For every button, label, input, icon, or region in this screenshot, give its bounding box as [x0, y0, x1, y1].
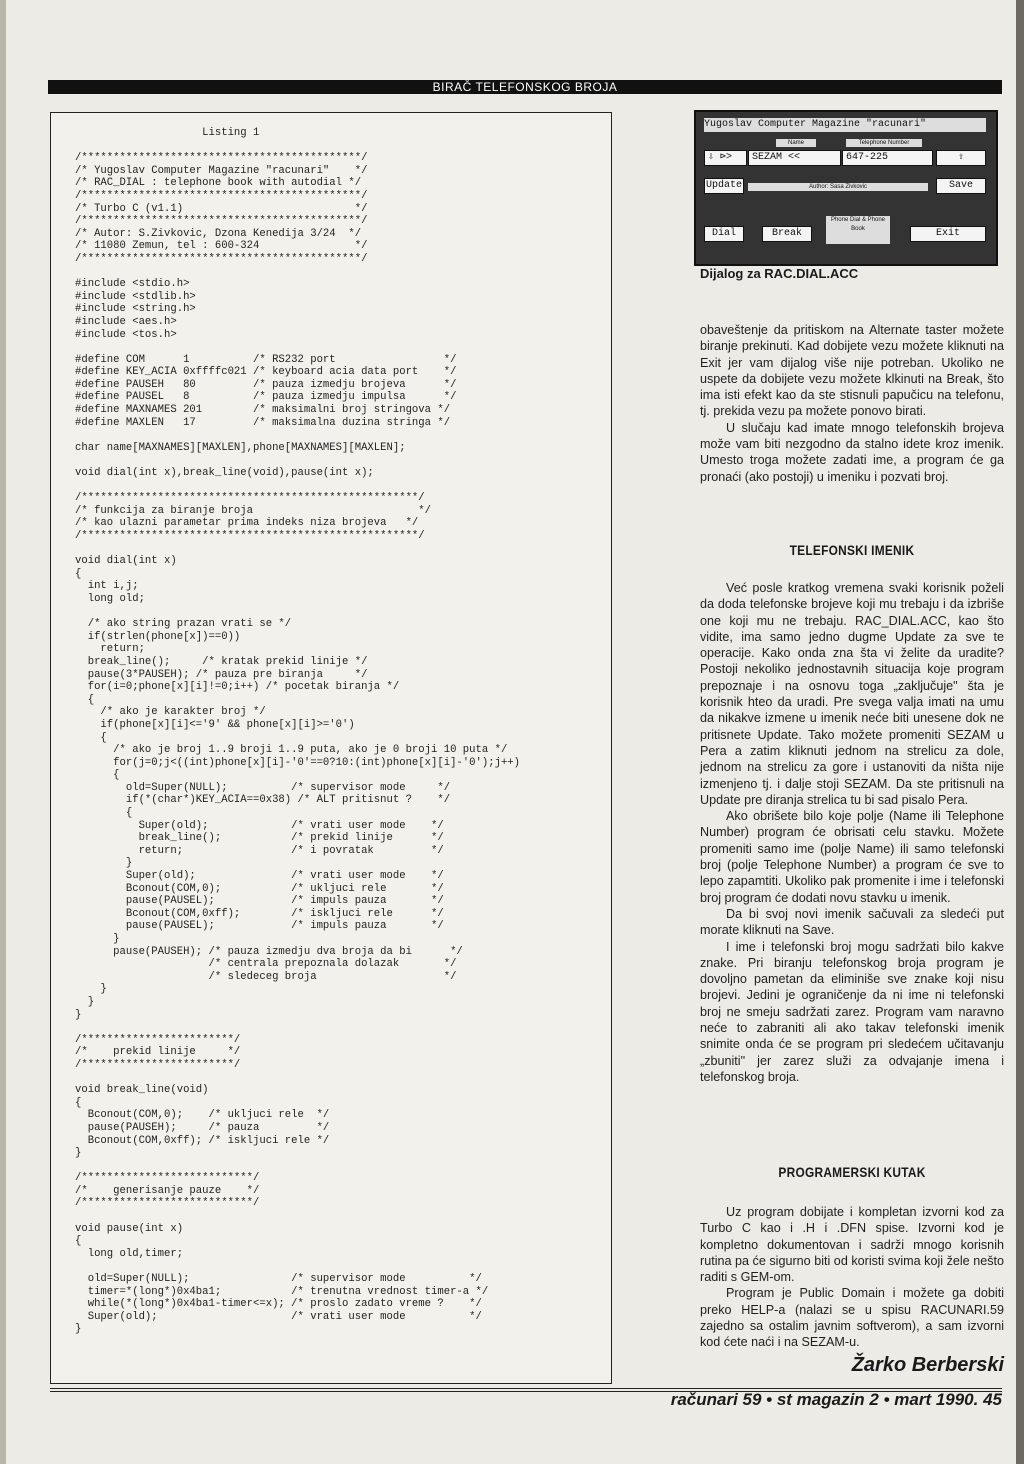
code-line: } — [75, 933, 120, 945]
code-line: { — [75, 1096, 82, 1109]
code-line: for(i=0;phone[x][i]!=0;i++) /* pocetak biranja */ — [75, 681, 400, 694]
code-line — [75, 543, 605, 556]
code-line: return; /* i povratak */ — [75, 844, 444, 857]
page-header: BIRAČ TELEFONSKOG BROJA — [48, 80, 1002, 94]
exit-button[interactable]: Exit — [910, 226, 986, 242]
code-line — [75, 266, 605, 279]
code-line: old=Super(NULL); /* supervisor mode */ — [75, 1273, 482, 1286]
code-line: Bconout(COM,0xff); /* iskljuci rele */ — [75, 1134, 330, 1147]
code-line: #define MAXNAMES 201 /* maksimalni broj stringova */ — [75, 404, 451, 417]
page-edge-left — [0, 0, 6, 1464]
code-line: /* Turbo C (v1.1) */ — [75, 202, 368, 215]
section-title-programerski-kutak: PROGRAMERSKI KUTAK — [778, 1164, 926, 1180]
code-line: /********************************************/ — [75, 252, 368, 265]
code-line — [75, 1260, 605, 1273]
code-line: /* 11080 Zemun, tel : 600-324 */ — [75, 240, 368, 253]
code-line: void pause(int x) — [75, 1222, 184, 1235]
name-label: Name — [776, 139, 816, 147]
code-line: for(j=0;j<((int)phone[x][i]-'0'==0?10:(int)phone[x][i]-'0');j++) — [75, 756, 521, 769]
footer-rule — [50, 1388, 1002, 1389]
section2-paragraph-2: Program je Public Domain i možete ga dobiti preko HELP-a (nalazi se u spisu RACUNARI.59 zajedno sa ostalim javnim softverom), a sam izvorni kod ćete naći i na SEZAM-u. — [700, 1286, 1004, 1350]
code-line: #define PAUSEH 80 /* pauza izmedju brojeva */ — [75, 378, 457, 391]
code-line: /* ako je broj 1..9 broji 1..9 puta, ako je 0 broji 10 puta */ — [75, 744, 508, 757]
code-line: break_line(); /* prekid linije */ — [75, 832, 444, 845]
code-line: /* Autor: S.Zivkovic, Dzona Kenedija 3/24 */ — [75, 227, 362, 240]
page-footer: računari 59 • st magazin 2 • mart 1990. 45 — [670, 1390, 1002, 1409]
section1-text — [700, 580, 1004, 1085]
section2-paragraph-1: Uz program dobijate i kompletan izvorni kod za Turbo C kao i .H i .DFN spise. Izvorni kod je kompletno dokumentovan i sadrži mnogo korisnih rutina pa će sigurno biti od koristi svima koji žele nešto raditi s GEM-om. — [700, 1205, 1004, 1285]
code-line — [75, 341, 605, 354]
code-line: break_line(); /* kratak prekid linije */ — [75, 655, 368, 668]
code-line: if(phone[x][i]<='9' && phone[x][i]>='0') — [75, 718, 355, 731]
arrow-up-icon[interactable]: ⇧ — [936, 150, 986, 166]
code-line: #define MAXLEN 17 /* maksimalna duzina stringa */ — [75, 416, 451, 429]
code-line: { — [75, 807, 133, 820]
code-line: { — [75, 693, 95, 706]
code-line: Listing 1 — [75, 127, 260, 139]
code-line: } — [75, 983, 107, 996]
code-line: #include <string.h> — [75, 303, 196, 316]
code-line — [75, 1210, 605, 1223]
code-line: long old; — [75, 592, 145, 605]
figure-caption: Dijalog za RAC.DIAL.ACC — [700, 266, 859, 281]
code-line: Bconout(COM,0); /* ukljuci rele */ — [75, 882, 444, 895]
code-line: #include <tos.h> — [75, 328, 177, 341]
article-author: Žarko Berberski — [851, 1354, 1004, 1376]
name-field[interactable]: SEZAM << — [748, 150, 841, 166]
dialog-screenshot — [694, 110, 998, 266]
code-line: { — [75, 1235, 82, 1248]
section1-paragraph-3: Da bi svoj novi imenik sačuvali za sledeći put morate kliknuti na Save. — [700, 906, 1004, 938]
code-line — [75, 429, 605, 442]
code-line: /* funkcija za biranje broja */ — [75, 504, 432, 517]
code-line: } — [75, 1008, 82, 1021]
code-line: { — [75, 769, 120, 782]
phone-field[interactable]: 647-225 — [842, 150, 933, 166]
code-line: timer=*(long*)0x4ba1; /* trenutna vrednost timer-a */ — [75, 1285, 489, 1298]
section1-paragraph-4: I ime i telefonski broj mogu sadržati bilo kakve znake. Pri biranju telefonskog broja program je dovoljno pametan da eliminiše sve znake koji nisu brojevi. Jedini je ograničenje da ni ime ni telefonski broj ne smeju sadržati zarez. Program vam naravno neće to zabraniti ali ako takav telefonski imenik snimite onda će se program pri sledećem učitavanju „zbuniti" jer zarez služi za odvajanje imena i telefonskog broja. — [700, 939, 1004, 1084]
code-line: /* centrala prepoznala dolazak */ — [75, 958, 457, 971]
intro-paragraph-1: obaveštenje da pritiskom na Alternate taster možete biranje prekinuti. Kad dobijete vezu možete kliknuti na Exit jer vam dijalog više nije potreban. Ukoliko ne uspete da dobijete vezu možete klkinuti na Break, što ima isti efekt kao da ste stisnuli papučicu na telefonu, tj. prekida vezu pa možete ponovo birati. — [700, 323, 1004, 419]
code-line: /* Yugoslav Computer Magazine "racunari" */ — [75, 164, 368, 177]
code-line: long old,timer; — [75, 1247, 184, 1260]
code-line: /* RAC_DIAL : telephone book with autodial */ — [75, 177, 362, 190]
save-button[interactable]: Save — [936, 178, 986, 194]
code-line: /*****************************************************/ — [75, 492, 425, 505]
section1-paragraph-1: Već posle kratkog vremena svaki korisnik poželi da doda telefonske brojeve koji mu trebaju i da izbriše one koji mu ne trebaju. RAC_DIAL.ACC, kao što vidite, ima samo jedno dugme Update za sve te operacije. Kako onda zna šta vi želite da uradite? Postoji nekoliko jednostavnih situacija koje program prepoznaje i na osnovu toga „zaključuje" šta je korisnik hteo da uradi. Pre svega valja imati na umu da nikakve izmene u imenik neće biti unesene dok ne pritisnete Update. Tako možete promeniti SEZAM u Pera a zatim kliknuti jednom na strelicu za dole, jednom na strelicu za gore i ustanoviti da ništa nije izmenjeno tj. i dalje stoji SEZAM. Da ste pritisnuli na Update pre diranja strelica tu bi sad pisalo Pera. — [700, 581, 1004, 807]
code-line: Super(old); /* vrati user mode */ — [75, 819, 444, 832]
code-line: /***************************/ — [75, 1172, 260, 1185]
code-line: while(*(long*)0x4ba1-timer<=x); /* proslo zadato vreme ? */ — [75, 1298, 482, 1311]
code-line — [75, 480, 605, 493]
code-line: #include <stdlib.h> — [75, 290, 196, 303]
intro-paragraph-2: U slučaju kad imate mnogo telefonskih brojeva može vam biti nezgodno da stalno idete kroz imenik. Umesto troga možete zadati ime, a program će ga pronaći (ako postoji) u imeniku i pozvati broj. — [700, 420, 1004, 484]
code-line: Super(old); /* vrati user mode */ — [75, 870, 444, 883]
code-line: } — [75, 1147, 82, 1160]
code-line — [75, 606, 605, 619]
code-line: #define COM 1 /* RS232 port */ — [75, 353, 457, 366]
code-line: /* generisanje pauze */ — [75, 1184, 260, 1197]
section2-text — [700, 1204, 1004, 1351]
code-line: #include <stdio.h> — [75, 278, 190, 291]
code-line — [75, 454, 605, 467]
code-line: } — [75, 857, 133, 870]
code-line: /* sledeceg broja */ — [75, 970, 457, 983]
dialog-title: Yugoslav Computer Magazine "racunari" — [704, 118, 986, 132]
code-line: #define KEY_ACIA 0xffffc021 /* keyboard acia data port */ — [75, 366, 457, 379]
code-line: old=Super(NULL); /* supervisor mode */ — [75, 781, 451, 794]
intro-text — [700, 322, 1004, 485]
code-line: /********************************************/ — [75, 215, 368, 228]
code-line: if(strlen(phone[x])==0)) — [75, 630, 241, 643]
code-line: #define PAUSEL 8 /* pauza izmedju impulsa */ — [75, 391, 457, 404]
code-line: pause(PAUSEL); /* impuls pauza */ — [75, 895, 444, 908]
update-button[interactable]: Update — [704, 178, 744, 194]
code-listing-box — [50, 112, 612, 1384]
code-line: /* kao ulazni parametar prima indeks niza brojeva */ — [75, 517, 419, 530]
code-line: Super(old); /* vrati user mode */ — [75, 1310, 482, 1323]
dial-button[interactable]: Dial — [704, 226, 744, 242]
code-line: #include <aes.h> — [75, 315, 177, 328]
code-line: return; — [75, 643, 145, 656]
code-line: { — [75, 731, 107, 744]
code-line: /************************/ — [75, 1033, 241, 1046]
code-line: /*****************************************************/ — [75, 530, 425, 542]
code-line: } — [75, 1323, 82, 1336]
code-line: int i,j; — [75, 580, 139, 593]
code-listing — [75, 127, 605, 1336]
code-line: void dial(int x) — [75, 555, 177, 568]
break-button[interactable]: Break — [762, 226, 812, 242]
arrow-down-up-icon[interactable]: ⇩ ⊳> — [704, 150, 747, 166]
code-line: void break_line(void) — [75, 1084, 209, 1097]
section1-paragraph-2: Ako obrišete bilo koje polje (Name ili Telephone Number) program će obrisati celu stavku. Možete promeniti samo ime (polje Name) ili samo telefonski broj (polje Telephone Number) a program će sve to lepo zapamtiti. Ukoliko pak promenite i ime i telefonski broj program će dodati novu stavku u imenik. — [700, 809, 1004, 905]
code-line: /***************************/ — [75, 1197, 260, 1210]
code-line: void dial(int x),break_line(void),pause(int x); — [75, 467, 374, 480]
code-line: /* ako string prazan vrati se */ — [75, 618, 292, 631]
code-line: Bconout(COM,0xff); /* iskljuci rele */ — [75, 907, 444, 920]
code-line: { — [75, 567, 82, 580]
code-line — [75, 140, 605, 153]
phone-dial-label: Phone Dial & Phone Book — [826, 216, 890, 244]
code-line: pause(3*PAUSEH); /* pauza pre biranja */ — [75, 668, 368, 681]
author-label: Author: Sasa Zivkovic — [748, 183, 928, 191]
code-line: /* prekid linije */ — [75, 1046, 241, 1059]
page-edge-right — [1016, 0, 1024, 1464]
code-line — [75, 1160, 605, 1173]
code-line — [75, 1021, 605, 1034]
code-line: /************************/ — [75, 1058, 241, 1071]
code-line: pause(PAUSEL); /* impuls pauza */ — [75, 920, 444, 933]
code-line: char name[MAXNAMES][MAXLEN],phone[MAXNAMES][MAXLEN]; — [75, 441, 406, 454]
code-line: } — [75, 995, 95, 1008]
code-line: Bconout(COM,0); /* ukljuci rele */ — [75, 1109, 330, 1122]
code-line: pause(PAUSEH); /* pauza */ — [75, 1121, 330, 1134]
code-line: if(*(char*)KEY_ACIA==0x38) /* ALT pritisnut ? */ — [75, 794, 451, 807]
code-line: pause(PAUSEH); /* pauza izmedju dva broja da bi */ — [75, 945, 463, 958]
phone-label: Telephone Number — [846, 139, 922, 147]
section-title-telefonski-imenik: TELEFONSKI IMENIK — [789, 542, 915, 558]
code-line: /* ako je karakter broj */ — [75, 706, 266, 719]
code-line: /********************************************/ — [75, 152, 368, 165]
code-line: /********************************************/ — [75, 189, 368, 202]
code-line — [75, 1072, 605, 1085]
